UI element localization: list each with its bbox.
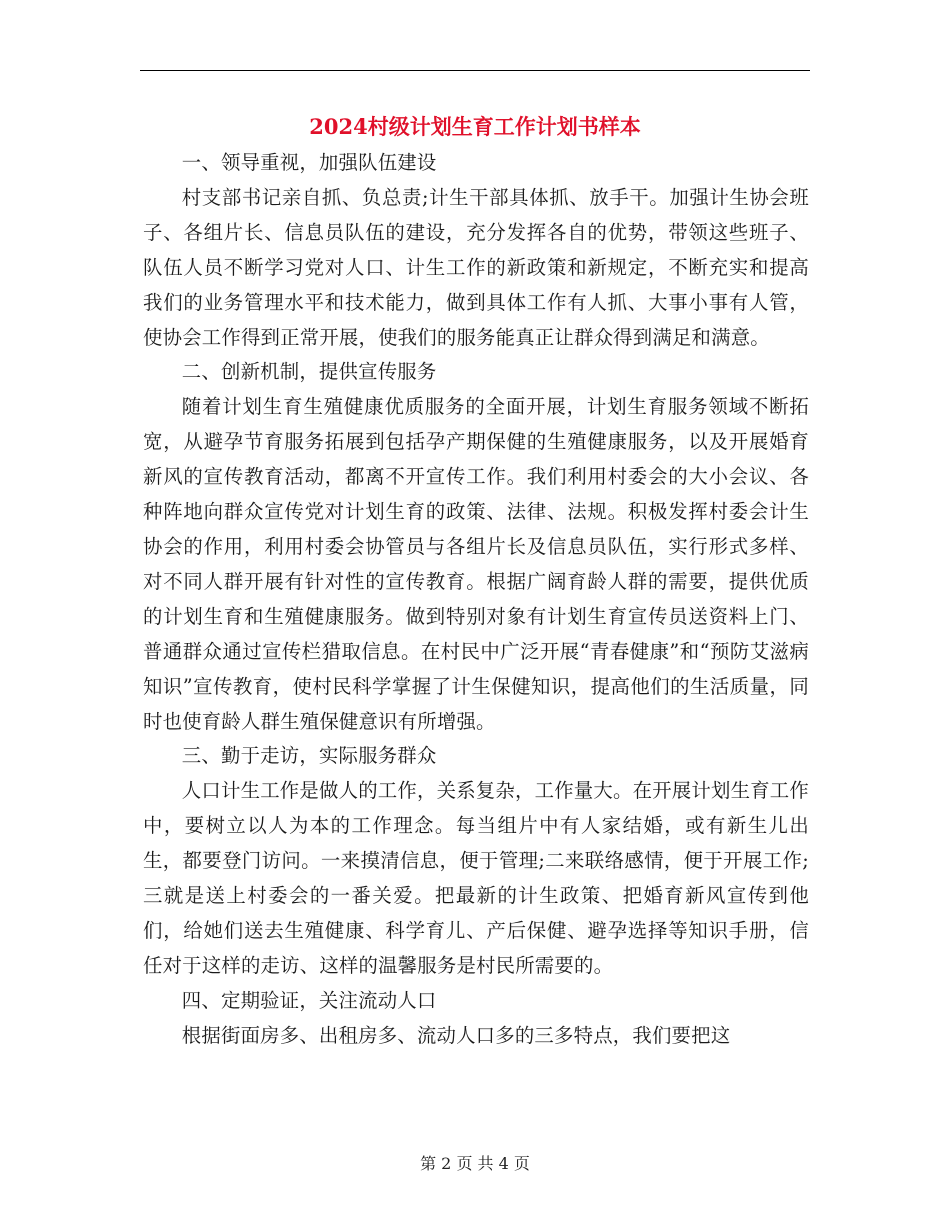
section-heading-1: 一、领导重视，加强队伍建设 [181, 151, 437, 174]
document-body [143, 146, 809, 1054]
body-paragraph-4: 根据街面房多、出租房多、流动人口多的三多特点，我们要把这 [181, 1023, 731, 1047]
section-heading-4: 四、定期验证，关注流动人口 [181, 988, 437, 1012]
page-number-footer: 第 2 页 共 4 页 [420, 1154, 530, 1173]
body-paragraph-2: 随着计划生育生殖健康优质服务的全面开展，计划生育服务领域不断拓宽，从避孕节育服务拓展到包括孕产期保健的生殖健康服务，以及开展婚育新风的宣传教育活动，都离不开宣传工作。我们利用村委会的大小会议、各种阵地向群众宣传党对计划生育的政策、法律、法规。积极发挥村委会计生协会的作用，利用村委会协管员与各组片长及信息员队伍，实行形式多样、对不同人群开展有针对性的宣传教育。根据广阔育龄人群的需要，提供优质的计划生育和生殖健康服务。做到特别对象有计划生育宣传员送资料上门、普通群众通过宣传栏猎取信息。在村民中广泛开展“青春健康”和“预防艾滋病知识”宣传教育，使村民科学掌握了计生保健知识，提高他们的生活质量，同时也使育龄人群生殖保健意识有所增强。 [143, 395, 809, 733]
section-heading-3: 三、勤于走访，实际服务群众 [181, 744, 437, 768]
body-paragraph-1: 村支部书记亲自抓、负总责;计生干部具体抓、放手干。加强计生协会班子、各组片长、信息员队伍的建设，充分发挥各自的优势，带领这些班子、队伍人员不断学习党对人口、计生工作的新政策和新规定，不断充实和提高我们的业务管理水平和技术能力，做到具体工作有人抓、大事小事有人管，使协会工作得到正常开展，使我们的服务能真正让群众得到满足和满意。 [143, 185, 809, 349]
section-heading-2: 二、创新机制，提供宣传服务 [181, 360, 437, 384]
document-title: 2024村级计划生育工作计划书样本 [309, 114, 641, 139]
body-paragraph-3: 人口计生工作是做人的工作，关系复杂，工作量大。在开展计划生育工作中，要树立以人为本的工作理念。每当组片中有人家结婚，或有新生儿出生，都要登门访问。一来摸清信息，便于管理;二来联络感情，便于开展工作;三就是送上村委会的一番关爱。把最新的计生政策、把婚育新风宣传到他们，给她们送去生殖健康、科学育儿、产后保健、避孕选择等知识手册，信任对于这样的走访、这样的温馨服务是村民所需要的。 [143, 779, 809, 977]
header-rule [140, 70, 810, 71]
